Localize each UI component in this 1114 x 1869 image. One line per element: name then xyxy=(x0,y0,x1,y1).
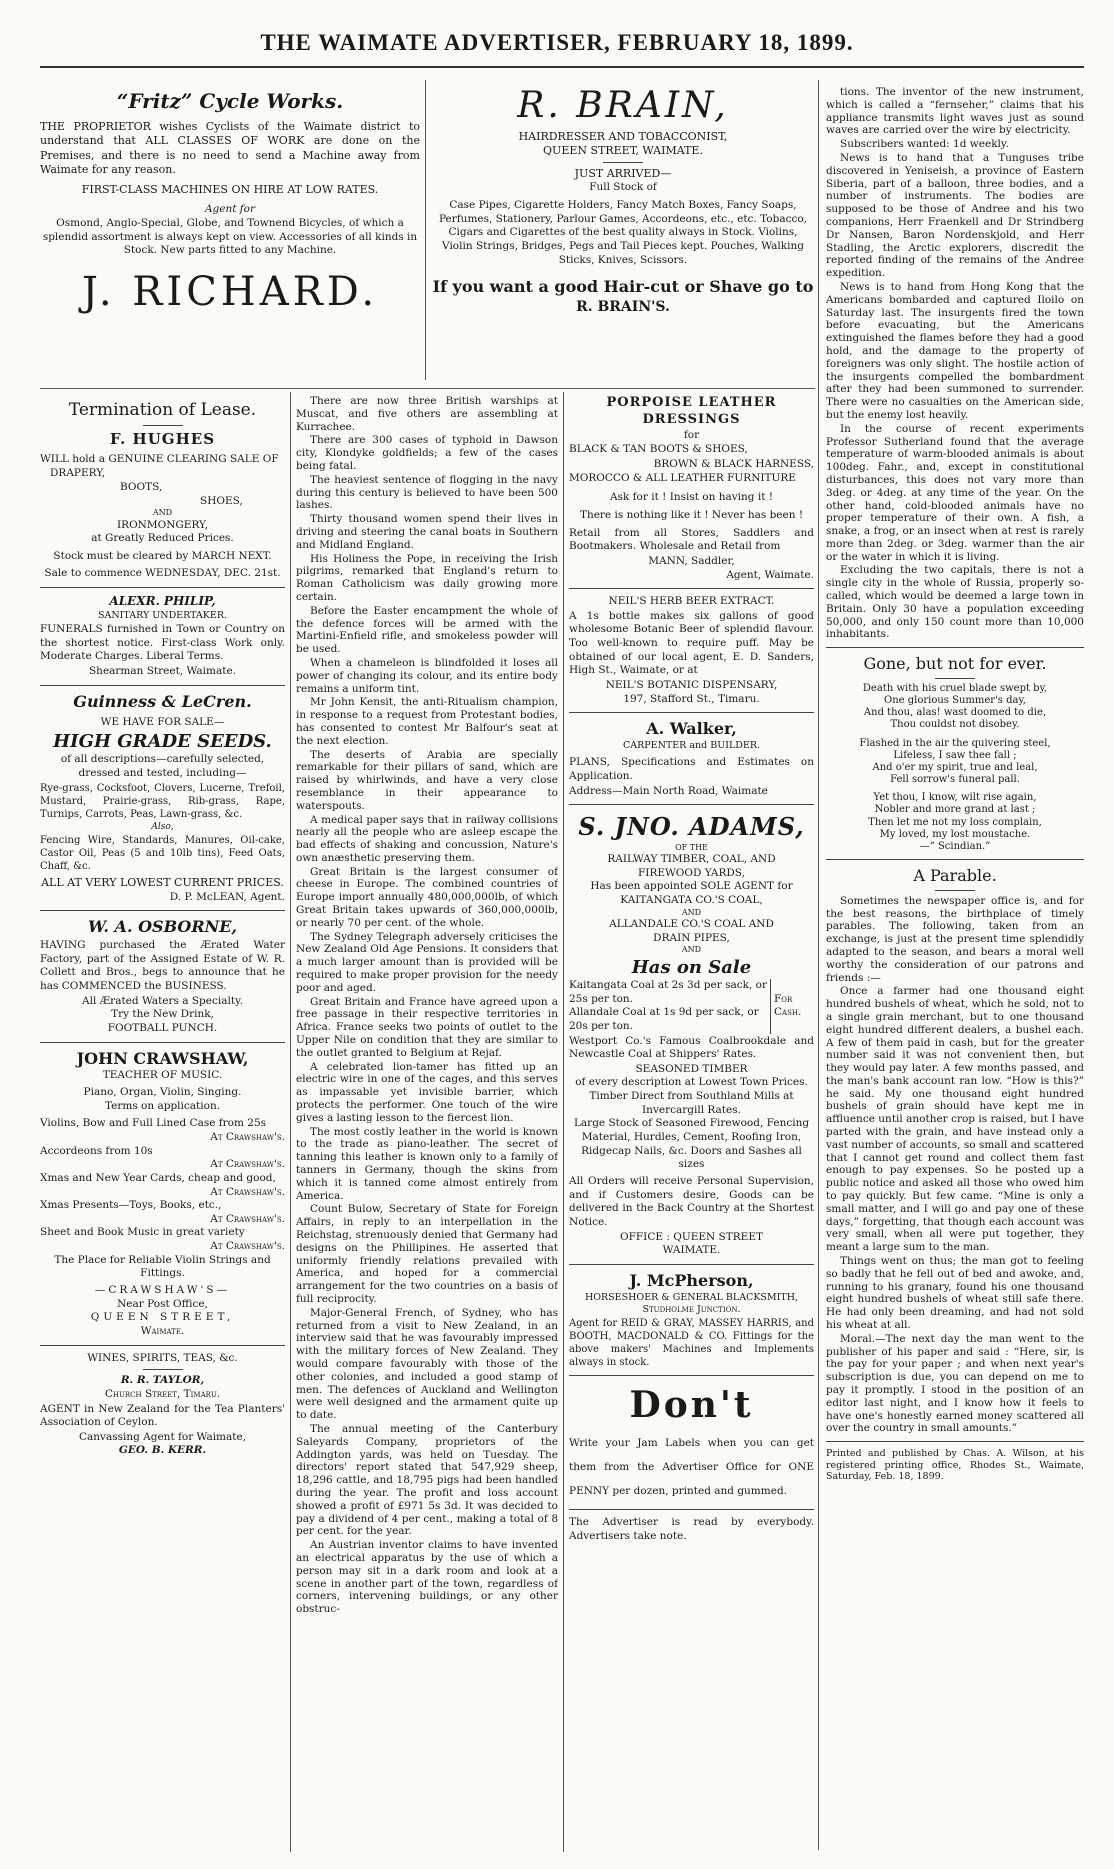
crawshaw-at: At Crawshaw's. xyxy=(210,1185,285,1198)
divider xyxy=(569,804,814,805)
parable-paragraph: Moral.—The next day the man went to the publisher of his paper and said : “Here, sir, is the pay for your paper ; and when next year's subscription is due, you can depend on me to pay it promptly. I stood in the position of an editor last night, and I know how it feels to have one's honestly earned money scattered all over the country in small amounts.” xyxy=(826,1332,1084,1435)
news-paragraph: The heaviest sentence of flogging in the navy during this century is believed to have been 500 lashes. xyxy=(296,473,558,512)
news-paragraph: In the course of recent experiments Professor Sutherland found that the average temperature of warm-blooded animals is about 100deg. Fahr., and, except in constitutional disturbances, this does not vary more than 3deg. or 4deg. at any time of the year. On the other hand, cold-blooded animals have no proper temperature of their own. A fish, a snake, a frog, or an insect when at rest is rarely more than 2deg. or 3deg. warmer than the air or the water in which it is living. xyxy=(826,422,1084,563)
taylor-address: Church Street, Timaru. xyxy=(104,1387,221,1400)
adams-of: OF THE xyxy=(675,842,708,852)
adams-every: of every description at Lowest Town Prices. xyxy=(575,1076,808,1089)
mcpherson-name: J. McPherson, xyxy=(629,1270,754,1290)
crawshaw-teacher: TEACHER OF MUSIC. xyxy=(102,1069,223,1082)
masthead: THE WAIMATE ADVERTISER, FEBRUARY 18, 1899. xyxy=(260,30,854,55)
crawshaw-at: At Crawshaw's. xyxy=(210,1240,285,1253)
crawshaw-xmas: Xmas and New Year Cards, cheap and good, xyxy=(40,1171,276,1184)
guinness-seeds: HIGH GRADE SEEDS. xyxy=(53,731,272,753)
poem-line: And o'er my spirit, true and leal, xyxy=(872,761,1038,773)
adams-has-on-sale: Has on Sale xyxy=(631,956,752,978)
divider xyxy=(40,388,815,389)
adams-and: AND xyxy=(681,907,702,917)
poem-line: One glorious Summer's day, xyxy=(884,694,1026,706)
news-paragraph: When a chameleon is blindfolded it loses all power of changing its colour, and its entire body remains a uniform tint. xyxy=(296,656,558,695)
porpoise-mann-agent: Agent, Waimate. xyxy=(726,568,814,581)
divider xyxy=(563,392,564,1852)
poem-line: Thou couldst not disobey. xyxy=(890,719,1020,731)
guinness-wire: Fencing Wire, Standards, Manures, Oil-cake, Castor Oil, Peas (5 and 10lb tins), Feed Oats, Chaff, &c. xyxy=(40,835,285,873)
divider xyxy=(40,1345,285,1346)
adams-seasoned: SEASONED TIMBER xyxy=(635,1062,748,1075)
divider xyxy=(40,910,285,911)
divider xyxy=(40,685,285,686)
adams-westport: Westport Co.'s Famous Coalbrookdale and Newcastle Coal at Shippers' Rates. xyxy=(569,1034,814,1061)
crawshaw-near: Near Post Office, xyxy=(117,1297,208,1310)
fritz-body: THE PROPRIETOR wishes Cyclists of the Waimate district to understand that ALL CLASSES OF WORK are done on the Premises, and there is no need to send a Machine away from Waimate for any reason. xyxy=(40,120,420,176)
lease-title: Termination of Lease. xyxy=(68,400,257,420)
adams-appointed: Has been appointed SOLE AGENT for xyxy=(590,880,793,893)
news-paragraph: Great Britain is the largest consumer of cheese in Europe. The combined countries of Europe import annually 480,000,000lb, of which Great Britain takes upwards of 360,000,000lb, or nearly 70 per cent. of the whole. xyxy=(296,865,558,929)
hughes-shoes: SHOES, xyxy=(200,494,243,507)
advertiser-note: The Advertiser is read by everybody. Advertisers take note. xyxy=(569,1516,814,1543)
taylor-wines: WINES, SPIRITS, TEAS, &c. xyxy=(87,1351,238,1364)
philip-body: FUNERALS furnished in Town or Country on the shortest notice. First-class Work only. Moderate Charges. Liberal Terms. xyxy=(40,623,285,663)
guinness-grasses: Rye-grass, Cocksfoot, Clovers, Lucerne, Trefoil, Mustard, Prairie-grass, Rib-grass, Rape, Turnips, Carrots, Peas, Lawn-grass, &c. xyxy=(40,782,285,820)
dont-title: Don't xyxy=(629,1384,754,1427)
guinness-agent: D. P. McLEAN, Agent. xyxy=(169,890,285,903)
adams-and: AND xyxy=(681,945,702,955)
column-4 xyxy=(826,86,1084,1856)
porpoise-title: PORPOISE LEATHER DRESSINGS xyxy=(606,395,777,427)
mcpherson-trade: HORSESHOER & GENERAL BLACKSMITH, xyxy=(584,1291,799,1303)
news-paragraph: The most costly leather in the world is known to the trade as piano-leather. The secret of tanning this leather is known only to a family of tanners in Germany, though the skins from which it is tanned come almost entirely from America. xyxy=(296,1125,558,1202)
divider xyxy=(425,80,426,380)
poem-line: Yet thou, I know, wilt rise again, xyxy=(873,792,1037,804)
hughes-and: AND xyxy=(152,508,173,518)
column-1 xyxy=(40,395,285,1850)
divider xyxy=(569,1509,814,1510)
neil-dispensary: NEIL'S BOTANIC DISPENSARY, xyxy=(605,679,778,692)
brain-stock: Full Stock of xyxy=(589,181,657,194)
neil-address: 197, Stafford St., Timaru. xyxy=(623,692,760,705)
fritz-cycle-ad xyxy=(40,88,420,388)
porpoise-nothing: There is nothing like it ! Never has been ! xyxy=(579,508,804,521)
crawshaw-name: JOHN CRAWSHAW, xyxy=(76,1048,249,1068)
adams-office-2: WAIMATE. xyxy=(662,1244,721,1257)
philip-name: ALEXR. PHILIP, xyxy=(109,594,216,609)
divider xyxy=(818,80,819,1850)
adams-drain: DRAIN PIPES, xyxy=(653,931,730,944)
crawshaw-waimate: Waimate. xyxy=(140,1324,185,1337)
poem xyxy=(826,683,1084,853)
masthead-rule xyxy=(40,66,1084,68)
adams-railway: RAILWAY TIMBER, COAL, AND xyxy=(607,852,776,865)
divider xyxy=(569,1375,814,1376)
hughes-iron: IRONMONGERY, xyxy=(117,518,208,531)
guinness-title: Guinness & LeCren. xyxy=(73,691,252,711)
taylor-canvass: Canvassing Agent for Waimate, xyxy=(78,1430,247,1443)
poem-line: Nobler and more grand at last ; xyxy=(874,804,1036,816)
divider xyxy=(826,1441,1084,1442)
news-paragraph: News is to hand that a Tunguses tribe discovered in Yeniseish, a province of Eastern Siberia, part of a balloon, three bodies, and a number of instruments. The bodies are supposed to be those of Andree and his two companions, Herr Fraenkell and Dr Strindberg Dr Nansen, Baron Nordenskjold, and Herr Stadling, the Arctic explorers, discredit the reported finding of the remains of the Andree expedition. xyxy=(826,151,1084,280)
hughes-boots: BOOTS, xyxy=(120,480,163,493)
brain-name: R. BRAIN, xyxy=(517,86,729,126)
news-paragraph: Mr John Kensit, the anti-Ritualism champion, in response to a request from Protestant bodies, has consented to contest Mr Balfour's seat at the next election. xyxy=(296,696,558,747)
crawshaw-place: The Place for Reliable Violin Strings and Fittings. xyxy=(54,1253,271,1280)
news-paragraph: Count Bulow, Secretary of State for Foreign Affairs, in reply to an interpellation in the Reichstag, strenuously denied that Germany had designs on the Phillipines. He asserted that uniformly friendly relations prevailed with America, and hoped for a commercial arrangement for the two countries on a basis of full reciprocity. xyxy=(296,1203,558,1305)
hughes-stock: Stock must be cleared by MARCH NEXT. xyxy=(53,549,272,562)
divider xyxy=(143,425,183,426)
guinness-also: Also, xyxy=(151,821,174,832)
porpoise-mann: MANN, Saddler, xyxy=(648,554,735,567)
parable-body xyxy=(826,895,1084,1435)
divider xyxy=(290,392,291,1852)
porpoise-morocco: MOROCCO & ALL LEATHER FURNITURE xyxy=(569,471,796,484)
parable-paragraph: Sometimes the newspaper office is, and for the best reasons, the birthplace of timely parables. The following, taken from an exchange, is just at the present time splendidly adapted to the season, and bears a moral well worthy the consideration of our patrons and friends :— xyxy=(826,894,1084,984)
news-paragraph: Major-General French, of Sydney, who has returned from a visit to New Zealand, in an interview said that he was favourably impressed with the military forces of New Zealand. They would compare favourably with those of the other colonies, and included a good stamp of men. The defences of Auckland and Wellington were well designed and the armament quite up to date. xyxy=(296,1306,558,1422)
crawshaw-accordeons: Accordeons from 10s xyxy=(40,1144,153,1157)
news-paragraph: There are 300 cases of typhoid in Dawson city, Klondyke goldfields; a few of the cases being fatal. xyxy=(296,434,558,472)
poem-title: Gone, but not for ever. xyxy=(863,654,1047,674)
crawshaw-sign: —CRAWSHAW'S— xyxy=(94,1284,231,1297)
porpoise-black: BLACK & TAN BOOTS & SHOES, xyxy=(569,443,748,456)
news-paragraph: tions. The inventor of the new instrument, which is called a “fernseher,” claims that his appliance transmits light waves just as sound waves are carried over the wire by electricity. xyxy=(826,86,1084,137)
brain-ad xyxy=(432,86,814,386)
news-paragraph: The deserts of Arabia are specially remarkable for their pillars of sand, which are raised by whirlwinds, and have a very close resemblance in their appearance to waterspouts. xyxy=(296,748,558,812)
porpoise-brown: BROWN & BLACK HARNESS, xyxy=(653,458,814,471)
news-paragraph: There are now three British warships at Muscat, and five others are assembling at Kurrachee. xyxy=(296,395,558,433)
crawshaw-at: At Crawshaw's. xyxy=(210,1158,285,1171)
fritz-makes: Osmond, Anglo-Special, Globe, and Townend Bicycles, of which a splendid assortment is always kept on view. Accessories of all kinds in Stock. New parts fitted to any Machine. xyxy=(42,217,418,257)
divider xyxy=(569,712,814,713)
adams-coal-2: Allandale Coal at 1s 9d per sack, or 20s per ton. xyxy=(569,1006,759,1032)
osborne-body: HAVING purchased the Ærated Water Factory, part of the Assigned Estate of W. R. Collett and Bros., begs to announce that he has COMMENCED the BUSINESS. xyxy=(40,939,285,993)
column-2 xyxy=(296,395,558,1850)
news-paragraph: The annual meeting of the Canterbury Saleyards Company, proprietors of the Addington yards, was held on Tuesday. The directors' report stated that 547,929 sheep, 18,296 cattle, and 18,795 pigs had been handled during the year. The profit and loss account showed a profit of £971 5s 3d. It was decided to pay a dividend of 4 per cent., making a total of 8 per cent. for the year. xyxy=(296,1422,558,1538)
divider xyxy=(603,162,643,163)
walker-name: A. Walker, xyxy=(646,719,737,739)
divider xyxy=(935,890,975,891)
hughes-drapery: DRAPERY, xyxy=(50,467,106,480)
news-paragraph: Thirty thousand women spend their lives in driving and steering the canal boats in Southern and Midland England. xyxy=(296,513,558,551)
poem-line: —“ Scindian.” xyxy=(919,841,991,853)
osborne-name: W. A. OSBORNE, xyxy=(87,917,238,937)
news-paragraph: Before the Easter encampment the whole of the defence forces will be armed with the Martini-Enfield rifle, and smokeless powder will be used. xyxy=(296,604,558,656)
porpoise-for: for xyxy=(683,428,700,441)
divider xyxy=(569,1264,814,1265)
porpoise-ask: Ask for it ! Insist on having it ! xyxy=(609,491,773,504)
hughes-reduced: at Greatly Reduced Prices. xyxy=(91,532,234,545)
crawshaw-at: At Crawshaw's. xyxy=(210,1130,285,1143)
news-paragraph: Great Britain and France have agreed upon a free passage in their respective territories in Africa. France seeks two points of outlet to the Upper Nile on condition that they are similar to the outlet granted to Belgium at Rejaf. xyxy=(296,995,558,1059)
fritz-hire: FIRST-CLASS MACHINES ON HIRE AT LOW RATES. xyxy=(81,183,379,197)
crawshaw-queen: QUEEN STREET, xyxy=(90,1311,235,1324)
osborne-aerated: All Ærated Waters a Specialty. xyxy=(82,994,243,1007)
crawshaw-at: At Crawshaw's. xyxy=(210,1212,285,1225)
poem-line: My loved, my lost moustache. xyxy=(879,828,1031,840)
guinness-prices: ALL AT VERY LOWEST CURRENT PRICES. xyxy=(41,876,284,890)
adams-timber: Timber Direct from Southland Mills at Invercargill Rates. xyxy=(589,1090,794,1116)
brain-address: QUEEN STREET, WAIMATE. xyxy=(543,143,703,157)
mcpherson-body: Agent for REID & GRAY, MASSEY HARRIS, and BOOTH, MACDONALD & CO. Fittings for the above makers' Machines and Implements always in stock. xyxy=(569,1318,814,1369)
fritz-title: “Fritz” Cycle Works. xyxy=(116,89,344,113)
crawshaw-instruments: Piano, Organ, Violin, Singing. xyxy=(83,1086,242,1099)
news-paragraph: His Holiness the Pope, in receiving the Irish pilgrims, remarked that England's return to Roman Catholicism was daily growing more certain. xyxy=(296,552,558,603)
adams-name: S. JNO. ADAMS, xyxy=(578,812,805,842)
poem-line: And thou, alas! wast doomed to die, xyxy=(863,707,1047,719)
adams-office: OFFICE : QUEEN STREET xyxy=(620,1230,763,1243)
crawshaw-terms: Terms on application. xyxy=(104,1099,221,1112)
divider xyxy=(143,1369,183,1370)
adams-orders: All Orders will receive Personal Supervision, and if Customers desire, Goods can be delivered in the Back Country at the Shortest Notice. xyxy=(569,1174,814,1228)
poem-line: Lifeless, I saw thee fall ; xyxy=(893,749,1017,761)
divider xyxy=(826,647,1084,648)
crawshaw-presents: Xmas Presents—Toys, Books, etc., xyxy=(40,1199,222,1212)
hughes-body: WILL hold a GENUINE CLEARING SALE OF xyxy=(40,452,279,465)
poem-line: Death with his cruel blade swept by, xyxy=(862,682,1048,694)
neil-title: NEIL'S HERB BEER EXTRACT. xyxy=(608,595,775,608)
osborne-try: Try the New Drink, xyxy=(111,1008,214,1021)
poem-line: Flashed in the air the quivering steel, xyxy=(859,737,1051,749)
crawshaw-violins: Violins, Bow and Full Lined Case from 25s xyxy=(40,1117,267,1130)
adams-coal-prices xyxy=(569,979,814,1034)
divider xyxy=(569,588,814,589)
brain-arrived: JUST ARRIVED— xyxy=(574,167,672,181)
parable-paragraph: Once a farmer had one thousand eight hundred bushels of wheat, which he sold, not to a single grain merchant, but to one thousand eight hundred different dealers, a bushel each. A few of them paid in cash, but for the greater number said it was not convenient then, but they would pay later. A few months passed, and the man's bank account ran low. “How is this?” he said. My one thousand eight hundred bushels of grain should have kept me in affluence until another crop is raised, but I have parted with the grain, and have instead only a vast number of accounts, so small and scattered that I cannot get round and collect them fast enough to pay expenses. So he posted up a public notice and asked all those who owed him to pay quickly. But few came. “Mine is only a small matter, and I will go and pay one of these days,” forgetting, that though each account was very small, when all were put together, they meant a large sum to the man. xyxy=(826,985,1084,1254)
imprint: Printed and published by Chas. A. Wilson, at his registered printing office, Rhodes St., Waimate, Saturday, Feb. 18, 1899. xyxy=(826,1448,1084,1483)
news-paragraph: A medical paper says that in railway collisions nearly all the people who are asleep escape the bad effects of shaking and concussion, Nature's own anæsthetic preserving them. xyxy=(296,813,558,864)
dont-body: Write your Jam Labels when you can get them from the Advertiser Office for ONE PENNY per dozen, printed and gummed. xyxy=(569,1437,814,1498)
fritz-richard-logo: J. RICHARD. xyxy=(81,269,379,316)
adams-kaitangata: KAITANGATA CO.'S COAL, xyxy=(620,893,763,906)
brain-trade: HAIRDRESSER AND TOBACCONIST, xyxy=(518,129,728,143)
philip-title: SANITARY UNDERTAKER. xyxy=(97,609,227,621)
adams-coal-list xyxy=(569,979,771,1034)
divider xyxy=(40,587,285,588)
walker-address: Address—Main North Road, Waimate xyxy=(569,784,768,797)
brain-slogan-2: R. BRAIN'S. xyxy=(576,299,670,316)
philip-address: Shearman Street, Waimate. xyxy=(88,664,236,677)
hughes-sale: Sale to commence WEDNESDAY, DEC. 21st. xyxy=(44,567,281,580)
adams-coal-1: Kaitangata Coal at 2s 3d per sack, or 25s per ton. xyxy=(569,978,767,1005)
adams-firewood: FIREWOOD YARDS, xyxy=(638,866,745,879)
news-paragraph: A celebrated lion-tamer has fitted up an electric wire in one of the cages, and this serves as impassable yet invisible barrier, which protects the performer. One touch of the wire gives a lasting lesson to the fiercest lion. xyxy=(296,1060,558,1124)
news-paragraph: The Sydney Telegraph adversely criticises the New Zealand Old Age Pensions. It considers that a much larger amount than is provided will be required to make proper provision for the needy poor and aged. xyxy=(296,930,558,994)
walker-plans: PLANS, Specifications and Estimates on Application. xyxy=(569,756,814,783)
hughes-name: F. HUGHES xyxy=(109,430,216,449)
divider xyxy=(935,678,975,679)
adams-firewood-stock: Large Stock of Seasoned Firewood, Fencing Material, Hurdles, Cement, Roofing Iron, Ridgecap Nails, &c. Doors and Sashes all sizes xyxy=(573,1117,810,1171)
poem-line: Fell sorrow's funeral pall. xyxy=(890,774,1020,786)
taylor-kerr: GEO. B. KERR. xyxy=(118,1444,207,1457)
brain-slogan: If you want a good Hair-cut or Shave go to xyxy=(432,277,814,297)
news-paragraph: Excluding the two capitals, there is not a single city in the whole of Russia, properly so-called, which would be deemed a large town in Britain. Only 30 have a population exceeding 50,000, and only 150 count more than 10,000 inhabitants. xyxy=(826,564,1084,641)
news-items xyxy=(826,86,1084,641)
guinness-seeds-body: of all descriptions—carefully selected, dressed and tested, including— xyxy=(60,753,265,780)
taylor-agent: AGENT in New Zealand for the Tea Planters' Association of Ceylon. xyxy=(40,1402,285,1429)
guinness-sale: WE HAVE FOR SALE— xyxy=(100,716,225,729)
fritz-agent: Agent for xyxy=(204,203,256,216)
parable-title: A Parable. xyxy=(913,866,997,886)
news-paragraph: Subscribers wanted: 1d weekly. xyxy=(840,138,1009,151)
crawshaw-sheet: Sheet and Book Music in great variety xyxy=(40,1226,245,1239)
divider xyxy=(826,859,1084,860)
porpoise-retail: Retail from all Stores, Saddlers and Bootmakers. Wholesale and Retail from xyxy=(569,526,814,553)
parable-paragraph: Things went on thus; the man got to feeling so badly that he fell out of bed and awoke, and, running to his granary, found his one thousand eight hundred bushels of wheat still safe there. He had only been dreaming, and had not sold his wheat at all. xyxy=(826,1255,1084,1332)
walker-trade: CARPENTER and BUILDER. xyxy=(622,740,761,752)
taylor-name: R. R. TAYLOR, xyxy=(120,1374,205,1387)
poem-line: Then let me not my loss complain, xyxy=(868,816,1042,828)
neil-body: A 1s bottle makes six gallons of good wholesome Botanic Beer of splendid flavour. Too well-known to require puff. May be obtained of our local agent, E. D. Sanders, High St., Waimate, or at xyxy=(569,609,814,677)
news-paragraph: An Austrian inventor claims to have invented an electrical apparatus by the use of which a person may sit in a dark room and look at a scene in another part of the town, regardless of corners, intervening buildings, or any other obstruc- xyxy=(296,1539,558,1616)
divider xyxy=(40,1042,285,1043)
column-3 xyxy=(569,395,814,1850)
osborne-punch: FOOTBALL PUNCH. xyxy=(107,1021,218,1034)
brain-body: Case Pipes, Cigarette Holders, Fancy Match Boxes, Fancy Soaps, Perfumes, Stationery, Parlour Games, Accordeons, etc., etc. Tobacco, Cigars and Cigarettes of the best quality always in Stock. Violins, Violin Strings, Bridges, Pegs and Tail Pieces kept. Pouches, Walking Sticks, Knives, Scissors. xyxy=(438,199,808,266)
news-items xyxy=(296,395,558,1616)
adams-allandale: ALLANDALE CO.'S COAL AND xyxy=(609,917,774,930)
mcpherson-location: Studholme Junction. xyxy=(642,1303,741,1315)
adams-for-cash: For Cash. xyxy=(774,992,802,1019)
news-paragraph: News is to hand from Hong Kong that the Americans bombarded and captured Iloilo on Saturday last. The insurgents fired the town before evacuating, but the Americans extinguished the flames before they had a good hold, and the damage to the property of foreigners was only slight. The hostile action of the insurgents compelled the bombardment after they had been summoned to surrender. There were no casualties on the American side, but the enemy lost heavily. xyxy=(826,280,1084,421)
